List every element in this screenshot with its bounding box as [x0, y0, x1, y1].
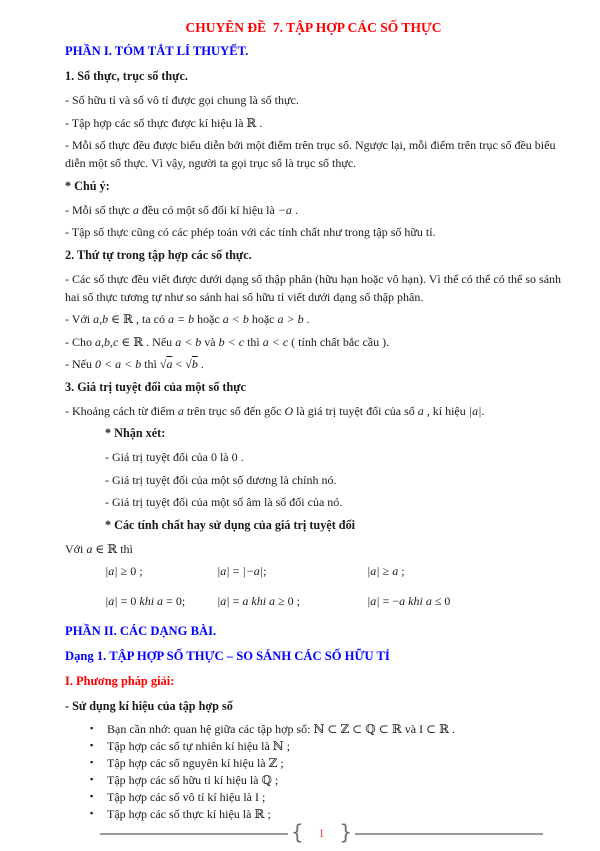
math-segment: a — [392, 564, 399, 578]
bullet-square-icon: ▪ — [90, 740, 94, 750]
math-segment: a = b — [167, 312, 195, 326]
para-3 — [65, 91, 562, 109]
text-segment: - Giá trị tuyệt đối của một số âm là số đối của nó. — [105, 495, 343, 509]
text-segment: - Sử dụng kí hiệu của tập hợp số — [65, 699, 233, 713]
text-segment: - Tập số thực cũng có các phép toán với các tính chất như trong tập số hữu tỉ. — [65, 225, 436, 239]
bullet-square-icon: ▪ — [90, 774, 94, 784]
text-segment: . — [197, 357, 204, 371]
text-segment: * Nhận xét: — [105, 426, 166, 440]
text-segment: ; — [398, 564, 405, 578]
text-segment: Tập hợp các số nguyên kí hiệu là ℤ ; — [107, 756, 284, 770]
bullet-item-4 — [90, 789, 562, 806]
para-8 — [65, 223, 562, 241]
math-segment: √ — [159, 357, 167, 371]
text-segment: - Tập hợp các số thực được kí hiệu là ℝ . — [65, 115, 263, 130]
remark-heading — [105, 424, 562, 442]
text-segment: - Mỗi số thực đều được biểu diễn bởi một điểm trên trục số. Ngược lại, mỗi điểm trên trục số đều biểu diễn một số thực. Vì vậy, người ta gọi trục số là trục số thực. — [65, 138, 556, 170]
text-segment: Tập hợp các số thực kí hiệu là ℝ ; — [107, 807, 271, 821]
text-segment: là giá trị tuyệt đối của số — [293, 403, 418, 418]
bullet-square-icon: ▪ — [90, 808, 94, 818]
text-segment: ; — [263, 564, 267, 578]
math-segment: |a| — [105, 594, 118, 608]
text-segment: Tập hợp các số hữu tỉ kí hiệu là ℚ ; — [107, 773, 279, 787]
text-segment: = 0; — [163, 594, 186, 608]
math-segment: |a| — [367, 594, 380, 608]
para-12 — [65, 333, 562, 351]
math-segment: a < c — [262, 334, 289, 349]
math-segment: −a — [277, 202, 292, 217]
math-segment: a — [86, 541, 93, 556]
math-segment: a,b — [93, 312, 109, 326]
math-segment: b — [191, 357, 198, 371]
math-segment: a > b — [277, 312, 304, 326]
text-segment: hoặc — [194, 312, 223, 326]
text-segment: 2. Thứ tự trong tập hợp các số thực. — [65, 247, 252, 262]
math-segment: √ — [185, 357, 192, 371]
text-segment: ≤ 0 — [431, 594, 451, 608]
formula-cell-23-2 — [367, 592, 562, 610]
text-segment: . — [303, 312, 310, 326]
text-segment: - Các số thực đều viết được dưới dạng số thập phân (hữu hạn hoặc vô hạn). Vì thế có thể có thể so sánh hai số thực tương tự như so sánh hai số hữu tỉ viết dưới dạng số thập phân. — [65, 271, 562, 304]
math-segment: |a| — [468, 403, 482, 418]
bullet-item-3 — [90, 772, 562, 789]
footer-rule-right — [355, 833, 543, 835]
para-13 — [65, 355, 562, 373]
para-11 — [65, 310, 562, 328]
abs-properties-row-1 — [65, 562, 562, 580]
text-segment: - Giá trị tuyệt đối của 0 là 0 . — [105, 450, 244, 464]
text-segment: ≥ 0 ; — [117, 564, 143, 578]
note-heading — [65, 177, 562, 195]
math-segment: |a| — [217, 594, 230, 608]
text-segment: Với — [65, 541, 87, 556]
text-segment: Dạng 1. TẬP HỢP SỐ THỰC – SO SÁNH CÁC SỐ HỮU TỈ — [65, 649, 390, 663]
para-5 — [65, 136, 562, 172]
para-7 — [65, 201, 562, 219]
text-segment: . — [481, 403, 485, 418]
text-segment: * Chú ý: — [65, 178, 110, 193]
bullet-square-icon: ▪ — [90, 723, 94, 733]
bullet-item-5 — [90, 806, 562, 823]
bullet-item-0 — [90, 721, 562, 738]
bullet-item-2 — [90, 755, 562, 772]
math-segment: a — [166, 357, 173, 371]
para-indent-18 — [105, 471, 562, 489]
math-segment: |a| — [217, 564, 230, 578]
text-segment: = — [229, 564, 243, 578]
text-segment: ≥ 0 ; — [275, 594, 300, 608]
text-segment: - Giá trị tuyệt đối của một số dương là chính nó. — [105, 472, 337, 487]
math-segment: a — [132, 202, 139, 217]
text-segment: < — [172, 357, 186, 371]
para-15 — [65, 402, 562, 420]
notation-heading — [65, 697, 562, 715]
math-segment: 0 < a < b — [95, 357, 142, 371]
properties-heading — [105, 516, 562, 534]
formula-cell-22-1 — [217, 562, 367, 580]
page-number: 1 — [318, 827, 325, 840]
math-segment: a khi a — [242, 594, 276, 608]
text-segment: * Các tính chất hay sử dụng của giá trị tuyệt đối — [105, 517, 356, 532]
math-segment: a — [417, 403, 424, 418]
formula-cell-22-2 — [367, 562, 562, 580]
para-indent-19 — [105, 493, 562, 511]
text-segment: - Nếu — [65, 357, 95, 371]
math-segment: |−a| — [242, 564, 264, 578]
footer-rule-left — [100, 833, 288, 835]
math-segment: |a| — [105, 564, 118, 578]
text-segment: Tập hợp các số vô tỉ kí hiệu là I ; — [107, 790, 266, 804]
abs-properties-row-2 — [65, 592, 562, 610]
text-segment: trên trục số đến gốc — [183, 403, 285, 418]
doc-title — [65, 19, 562, 36]
text-segment: thì — [141, 357, 160, 371]
part-1-heading — [65, 42, 562, 60]
page-footer — [100, 820, 543, 844]
text-segment: - Cho — [65, 334, 95, 349]
math-segment: O — [284, 403, 294, 418]
text-segment: ∈ ℝ . Nếu — [118, 334, 176, 349]
bullet-item-1 — [90, 738, 562, 755]
text-segment: = 0 — [117, 594, 140, 608]
footer-brace-left-icon: { — [290, 820, 304, 844]
math-segment: khi a — [139, 594, 164, 608]
text-segment: - Mỗi số thực — [65, 202, 133, 217]
section-1-heading — [65, 67, 562, 85]
math-segment: |a| — [367, 564, 380, 578]
section-3-heading — [65, 378, 562, 396]
text-segment: - Với — [65, 312, 94, 326]
para-4 — [65, 114, 562, 132]
para-10 — [65, 270, 562, 306]
text-segment: ∈ ℝ , ta có — [108, 312, 168, 326]
text-segment: ( tính chất bắc cầu ). — [288, 334, 390, 349]
text-segment: Bạn cần nhớ: quan hệ giữa các tập hợp số: ℕ ⊂ ℤ ⊂ ℚ ⊂ ℝ và I ⊂ ℝ . — [107, 722, 456, 736]
bullet-square-icon: ▪ — [90, 791, 94, 801]
formula-cell-23-1 — [217, 592, 367, 610]
math-segment: a < b — [222, 312, 249, 326]
math-segment: a,b,c — [95, 334, 119, 349]
text-segment: thì — [244, 334, 263, 349]
formula-cell-22-0 — [105, 562, 217, 580]
math-segment: b < c — [218, 334, 245, 349]
text-segment: = — [229, 594, 243, 608]
text-segment: CHUYÊN ĐỀ 7. TẬP HỢP CÁC SỐ THỰC — [185, 20, 442, 35]
dang-1-heading — [65, 647, 562, 665]
notation-bullet-list — [65, 721, 562, 823]
text-segment: và — [201, 334, 219, 349]
text-segment: Tập hợp các số tự nhiên kí hiệu là ℕ ; — [107, 739, 291, 753]
text-segment: = − — [379, 594, 400, 608]
text-segment: PHẦN I. TÓM TẮT LÍ THUYẾT. — [65, 44, 249, 58]
math-segment: a khi a — [399, 594, 432, 608]
footer-brace-right-icon: } — [339, 820, 353, 844]
text-segment: ∈ ℝ thì — [92, 541, 133, 556]
text-segment: PHẦN II. CÁC DẠNG BÀI. — [65, 624, 217, 638]
document-body — [0, 19, 600, 823]
text-segment: hoặc — [248, 312, 278, 326]
text-segment: - Khoảng cách từ điểm — [65, 403, 178, 418]
bullet-square-icon: ▪ — [90, 757, 94, 767]
section-2-heading — [65, 246, 562, 264]
formula-cell-23-0 — [105, 592, 217, 610]
math-segment: a < b — [175, 334, 202, 349]
part-2-heading — [65, 622, 562, 640]
text-segment: 3. Giá trị tuyệt đối của một số thực — [65, 379, 246, 394]
text-segment: 1. Số thực, trục số thực. — [65, 69, 188, 83]
math-segment: a — [177, 403, 184, 418]
text-segment: I. Phương pháp giải: — [65, 674, 175, 688]
text-segment: ≥ — [379, 564, 393, 578]
text-segment: - Số hữu tỉ và số vô tỉ được gọi chung là số thực. — [65, 93, 299, 107]
text-segment: . — [291, 202, 298, 217]
text-segment: , kí hiệu — [423, 403, 469, 418]
para-21 — [65, 540, 562, 558]
para-indent-17 — [105, 448, 562, 466]
text-segment: đều có một số đối kí hiệu là — [138, 202, 278, 217]
method-heading — [65, 672, 562, 690]
